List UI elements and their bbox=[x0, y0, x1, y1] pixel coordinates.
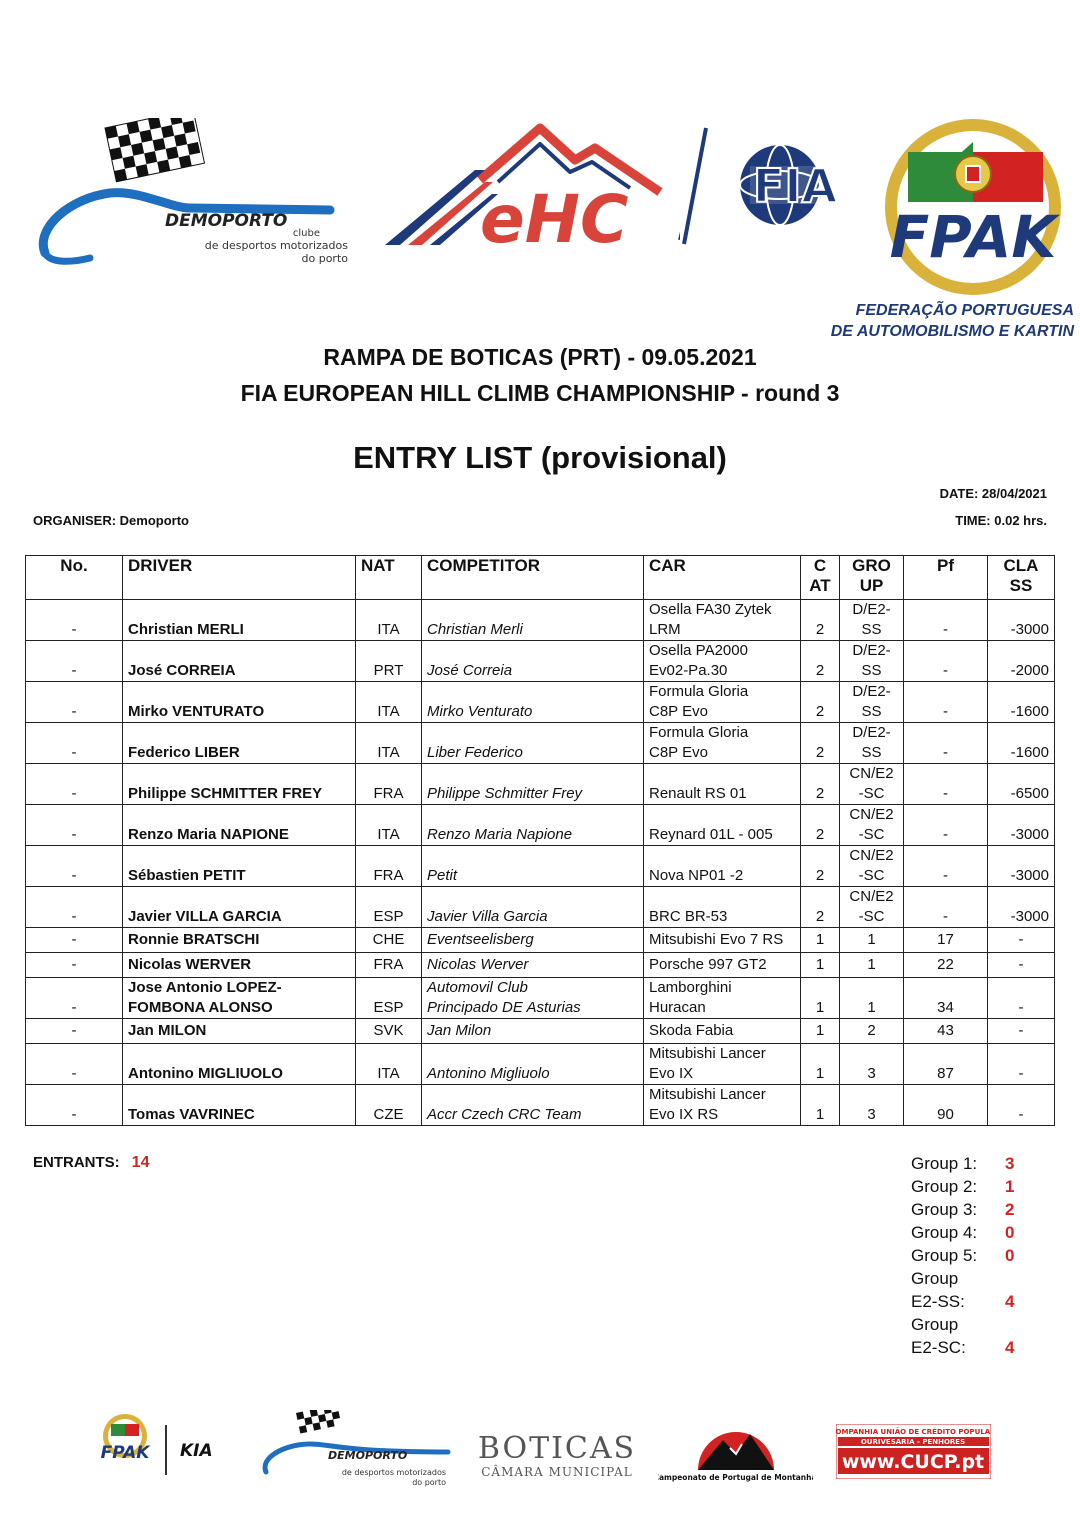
footer-kia-logo bbox=[180, 1440, 230, 1465]
table-row: - Jose Antonio LOPEZ- FOMBONA ALONSO ESP Automovil Club Principado DE Asturias Lamborghini Huracan 1 1 34 - bbox=[26, 978, 1055, 1019]
svg-text:KIA: KIA bbox=[180, 1441, 213, 1460]
footer-demoporto-logo bbox=[258, 1410, 453, 1490]
col-header-car: CAR bbox=[644, 556, 801, 600]
svg-text:DEMOPORTO: DEMOPORTO bbox=[328, 1449, 408, 1462]
entrants-label: ENTRANTS: bbox=[33, 1154, 120, 1171]
col-header-driver: DRIVER bbox=[123, 556, 356, 600]
table-row: - Mirko VENTURATO ITA Mirko Venturato Formula Gloria C8P Evo 2 D/E2- SS - -1600 bbox=[26, 682, 1055, 723]
table-row: - Sébastien PETIT FRA Petit Nova NP01 -2 2 CN/E2 -SC - -3000 bbox=[26, 846, 1055, 887]
table-row: - Philippe SCHMITTER FREY FRA Philippe Schmitter Frey Renault RS 01 2 CN/E2 -SC - -6500 bbox=[26, 764, 1055, 805]
svg-text:de desportos motorizados: de desportos motorizados bbox=[341, 1468, 446, 1477]
table-row: - Antonino MIGLIUOLO ITA Antonino Migliuolo Mitsubishi Lancer Evo IX 1 3 87 - bbox=[26, 1044, 1055, 1085]
svg-text:clube: clube bbox=[292, 228, 320, 239]
group-count-item: Group E2-SC: 4 bbox=[911, 1315, 1015, 1357]
table-row: - Jan MILON SVK Jan Milon Skoda Fabia 1 2 43 - bbox=[26, 1019, 1055, 1044]
event-title: RAMPA DE BOTICAS (PRT) - 09.05.2021 bbox=[323, 344, 757, 370]
svg-text:FPAK: FPAK bbox=[100, 1443, 150, 1463]
col-header-group: GRO UP bbox=[840, 556, 904, 600]
svg-text:CÂMARA MUNICIPAL: CÂMARA MUNICIPAL bbox=[481, 1465, 633, 1479]
fpak-text: FPAK bbox=[889, 203, 1057, 271]
svg-text:de desportos motorizados: de desportos motorizados bbox=[204, 239, 348, 252]
svg-text:do porto: do porto bbox=[412, 1478, 446, 1487]
table-header-row bbox=[26, 556, 1055, 600]
entrants-summary bbox=[33, 1154, 149, 1172]
group-count-item: Group 5: 0 bbox=[911, 1246, 1015, 1265]
entry-list-table bbox=[25, 555, 1055, 1126]
svg-text:www.CUCP.pt: www.CUCP.pt bbox=[841, 1451, 985, 1473]
footer-cucp-logo bbox=[836, 1424, 991, 1479]
svg-text:BOTICAS: BOTICAS bbox=[477, 1431, 637, 1466]
table-row: - José CORREIA PRT José Correia Osella PA2000 Ev02-Pa.30 2 D/E2- SS - -2000 bbox=[26, 641, 1055, 682]
table-row: - Tomas VAVRINEC CZE Accr Czech CRC Team Mitsubishi Lancer Evo IX RS 1 3 90 - bbox=[26, 1085, 1055, 1126]
footer-divider bbox=[165, 1425, 167, 1475]
col-header-class: CLA SS bbox=[988, 556, 1055, 600]
col-header-pf: Pf bbox=[904, 556, 988, 600]
date-label: DATE: 28/04/2021 bbox=[939, 486, 1047, 501]
svg-text:do porto: do porto bbox=[301, 252, 348, 265]
footer-cpm-logo bbox=[658, 1410, 813, 1490]
footer-boticas-logo bbox=[475, 1428, 640, 1483]
fpak-caption: FEDERAÇÃO PORTUGUESA DE AUTOMOBILISMO E KARTIN bbox=[830, 302, 1074, 340]
svg-text:COMPANHIA UNIÃO DE CRÉDITO POP: COMPANHIA UNIÃO DE CRÉDITO POPULAR bbox=[836, 1428, 991, 1436]
table-row: - Ronnie BRATSCHI CHE Eventseelisberg Mitsubishi Evo 7 RS 1 1 17 - bbox=[26, 928, 1055, 953]
table-row: - Christian MERLI ITA Christian Merli Osella FA30 Zytek LRM 2 D/E2- SS - -3000 bbox=[26, 600, 1055, 641]
ehc-logo bbox=[380, 120, 680, 250]
group-summary bbox=[911, 1152, 1031, 1359]
footer-fpak-logo bbox=[95, 1410, 155, 1480]
svg-text:Campeonato de Portugal de Mont: Campeonato de Portugal de Montanha bbox=[658, 1473, 813, 1482]
demoporto-logo bbox=[30, 118, 360, 278]
logo-divider bbox=[678, 126, 698, 246]
group-count-item: Group 1: 3 bbox=[911, 1154, 1015, 1173]
fia-logo bbox=[735, 140, 847, 230]
table-row: - Federico LIBER ITA Liber Federico Formula Gloria C8P Evo 2 D/E2- SS - -1600 bbox=[26, 723, 1055, 764]
col-header-no: No. bbox=[26, 556, 123, 600]
col-header-competitor: COMPETITOR bbox=[422, 556, 644, 600]
entrants-count: 14 bbox=[131, 1154, 150, 1171]
organiser-label: ORGANISER: Demoporto bbox=[33, 513, 189, 528]
group-count-item: Group 3: 2 bbox=[911, 1200, 1015, 1219]
col-header-nat: NAT bbox=[356, 556, 422, 600]
table-row: - Javier VILLA GARCIA ESP Javier Villa Garcia BRC BR-53 2 CN/E2 -SC - -3000 bbox=[26, 887, 1055, 928]
championship-title: FIA EUROPEAN HILL CLIMB CHAMPIONSHIP - round 3 bbox=[240, 380, 840, 406]
page-title: ENTRY LIST (provisional) bbox=[353, 440, 727, 475]
fpak-logo bbox=[878, 112, 1068, 302]
time-label: TIME: 0.02 hrs. bbox=[955, 513, 1047, 528]
table-row: - Renzo Maria NAPIONE ITA Renzo Maria Napione Reynard 01L - 005 2 CN/E2 -SC - -3000 bbox=[26, 805, 1055, 846]
svg-text:OURIVESARIA - PENHORES: OURIVESARIA - PENHORES bbox=[860, 1438, 966, 1446]
col-header-cat: C AT bbox=[801, 556, 840, 600]
group-count-item: Group 4: 0 bbox=[911, 1223, 1015, 1242]
group-count-item: Group 2: 1 bbox=[911, 1177, 1015, 1196]
demoporto-brand-text: DEMOPORTO bbox=[165, 211, 288, 231]
table-row: - Nicolas WERVER FRA Nicolas Werver Porsche 997 GT2 1 1 22 - bbox=[26, 953, 1055, 978]
fia-text: FIA bbox=[752, 159, 838, 213]
group-count-item: Group E2-SS: 4 bbox=[911, 1269, 1015, 1311]
ehc-text: eHC bbox=[480, 181, 629, 250]
